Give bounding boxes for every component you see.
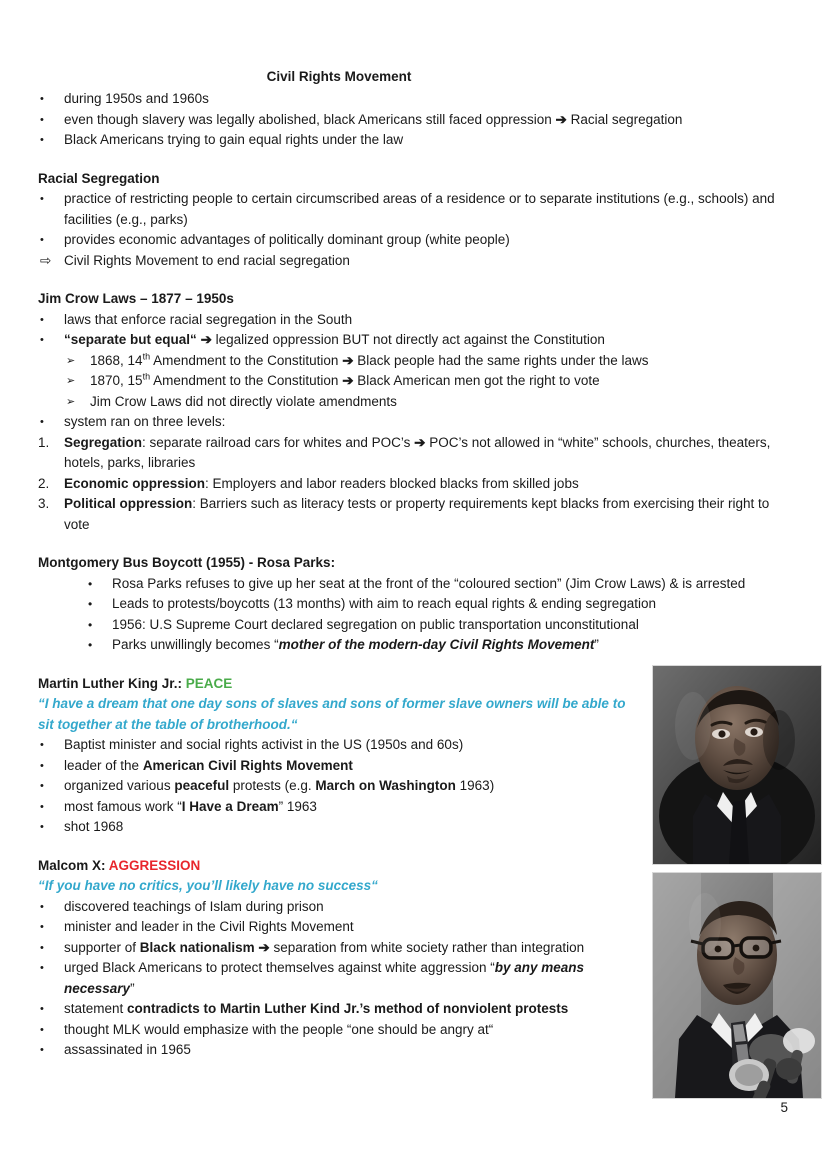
list-item-text-bold: peaceful bbox=[174, 778, 230, 793]
bullet-icon: • bbox=[40, 113, 44, 126]
list-item-text: shot 1968 bbox=[64, 819, 124, 834]
list-item bbox=[38, 433, 790, 474]
list-item-text: Civil Rights Movement to end racial segregation bbox=[64, 252, 350, 268]
list-item bbox=[38, 735, 638, 756]
list-item bbox=[38, 330, 790, 351]
malcolm-heading-name: Malcom X: bbox=[38, 857, 109, 873]
bullet-icon: • bbox=[40, 193, 44, 205]
list-item bbox=[38, 615, 790, 636]
bullet-icon: • bbox=[40, 1003, 44, 1015]
list-number: 1. bbox=[38, 434, 50, 450]
list-item-text-bold: Black nationalism bbox=[139, 939, 255, 955]
list-item-text: even though slavery was legally abolished, black Americans still faced oppression bbox=[64, 111, 552, 127]
list-number: 2. bbox=[38, 475, 50, 491]
list-item-text: Amendment to the Constitution bbox=[150, 352, 339, 368]
list-item-text-bold: American Civil Rights Movement bbox=[142, 757, 353, 773]
list-item bbox=[38, 917, 648, 938]
list-item-text: 1956: U.S Supreme Court declared segregation on public transportation unconstitutional bbox=[112, 616, 639, 632]
list-item bbox=[38, 230, 790, 251]
list-item-text-suffix: ” bbox=[594, 637, 599, 652]
list-item-text-suffix: ” 1963 bbox=[278, 798, 317, 814]
list-item-year: 1868, 14 bbox=[90, 352, 143, 368]
list-item bbox=[38, 756, 638, 777]
right-arrow-icon: ➔ bbox=[200, 332, 212, 347]
list-item-text: most famous work “ bbox=[64, 798, 182, 814]
bullet-icon: • bbox=[40, 93, 44, 105]
bullet-icon: • bbox=[40, 780, 44, 792]
right-arrow-icon: ➔ bbox=[414, 434, 426, 450]
bullet-icon: • bbox=[88, 638, 93, 652]
list-item bbox=[38, 130, 790, 151]
mlk-list bbox=[38, 735, 638, 838]
list-item-text-suffix: 1963) bbox=[455, 778, 495, 793]
bullet-icon: • bbox=[40, 941, 44, 954]
mlk-heading-name: Martin Luther King Jr.: bbox=[38, 675, 186, 691]
list-item-text: thought MLK would emphasize with the people “one should be angry at“ bbox=[64, 1021, 494, 1037]
intro-bullet-list bbox=[38, 89, 790, 151]
jim-crow-sub-list bbox=[38, 351, 790, 413]
list-item-text: urged Black Americans to protect themselves against white aggression “ bbox=[64, 960, 495, 975]
list-item-text-bold: contradicts to Martin Luther Kind Jr.’s method of nonviolent protests bbox=[127, 1001, 569, 1016]
arrowhead-icon: ➢ bbox=[66, 354, 76, 367]
bullet-icon: • bbox=[40, 962, 44, 974]
list-item-text: Baptist minister and social rights activist in the US (1950s and 60s) bbox=[64, 737, 464, 752]
list-item-text: laws that enforce racial segregation in the South bbox=[64, 311, 353, 327]
bullet-icon: • bbox=[40, 134, 44, 146]
malcolm-quote: “If you have no critics, you’ll likely have no success“ bbox=[38, 878, 378, 893]
section-spacer bbox=[38, 271, 790, 289]
list-item bbox=[38, 958, 648, 999]
list-item-text-bold-2: March on Washington bbox=[315, 778, 456, 793]
section-spacer bbox=[38, 151, 790, 169]
section-heading-montgomery: Montgomery Bus Boycott (1955) - Rosa Parks: bbox=[38, 555, 336, 570]
list-item-label: Segregation bbox=[64, 434, 143, 450]
bullet-icon: • bbox=[40, 800, 44, 813]
list-item-text-after-arrow: POC’s not allowed in “white” schools, churches, theaters, hotels, parks, libraries bbox=[64, 434, 771, 470]
malcolm-heading-keyword: AGGRESSION bbox=[108, 857, 201, 873]
bullet-icon: • bbox=[40, 759, 44, 772]
list-item bbox=[38, 412, 790, 433]
list-item bbox=[38, 310, 790, 331]
list-item-year: 1870, 15 bbox=[90, 373, 143, 388]
malcolm-x-portrait-image bbox=[652, 872, 822, 1099]
bullet-icon: • bbox=[88, 597, 93, 611]
bullet-icon: • bbox=[88, 576, 93, 591]
list-item-text: minister and leader in the Civil Rights Movement bbox=[64, 919, 354, 934]
right-arrow-icon: ➔ bbox=[258, 939, 270, 955]
list-item-text-after-arrow: Racial segregation bbox=[570, 111, 683, 127]
right-arrow-icon: ➔ bbox=[342, 373, 354, 388]
list-item bbox=[38, 392, 790, 413]
list-item-text-after-arrow: Black American men got the right to vote bbox=[357, 373, 600, 388]
racial-segregation-list bbox=[38, 189, 790, 271]
bullet-icon: • bbox=[40, 1023, 44, 1036]
list-item-text-emphasis: mother of the modern-day Civil Rights Movement bbox=[278, 637, 595, 652]
mlk-quote: “I have a dream that one day sons of slaves and sons of former slave owners will be able to sit together at the table of brotherhood.“ bbox=[38, 696, 626, 732]
list-item-text: assassinated in 1965 bbox=[64, 1042, 191, 1057]
list-item-text: discovered teachings of Islam during prison bbox=[64, 898, 324, 914]
bullet-icon: • bbox=[40, 334, 44, 346]
list-item bbox=[38, 817, 638, 838]
list-item-text-bold: I Have a Dream bbox=[181, 798, 279, 814]
list-item-label: Political oppression bbox=[64, 496, 193, 511]
bullet-icon: • bbox=[40, 739, 44, 751]
list-item-text-emphasis: by any means necessary bbox=[64, 960, 585, 996]
list-item-text: provides economic advantages of politically dominant group (white people) bbox=[64, 232, 510, 247]
list-item-text: Parks unwillingly becomes “ bbox=[112, 637, 279, 652]
list-item-text: : Barriers such as literacy tests or property requirements kept blacks from exercising their right to vote bbox=[64, 496, 770, 532]
list-item-text: Rosa Parks refuses to give up her seat at the front of the “coloured section” (Jim Crow Laws) & is arrested bbox=[112, 575, 746, 591]
page-number: 5 bbox=[780, 1100, 788, 1115]
list-item-text: organized various bbox=[64, 778, 175, 793]
list-item-text: supporter of bbox=[64, 939, 140, 955]
jim-crow-levels-list bbox=[38, 433, 790, 536]
list-item bbox=[38, 474, 790, 495]
bullet-icon: • bbox=[40, 234, 44, 246]
right-arrow-icon: ➔ bbox=[555, 111, 567, 127]
list-item bbox=[38, 999, 648, 1020]
list-item-text: : separate railroad cars for whites and POC’s bbox=[142, 434, 411, 450]
bullet-icon: • bbox=[40, 900, 44, 913]
list-item bbox=[38, 797, 638, 818]
malcolm-list bbox=[38, 897, 648, 1061]
list-item-text: during 1950s and 1960s bbox=[64, 91, 209, 106]
list-item bbox=[38, 494, 790, 535]
arrowhead-icon: ➢ bbox=[66, 375, 76, 387]
list-item bbox=[38, 897, 648, 918]
list-item-text-bold: “separate but equal“ bbox=[64, 332, 197, 347]
bullet-icon: • bbox=[40, 921, 44, 933]
bullet-icon: • bbox=[40, 416, 44, 428]
list-item-text-after-arrow: separation from white society rather than integration bbox=[273, 939, 585, 955]
list-item-text: legalized oppression BUT not directly act against the Constitution bbox=[215, 332, 605, 347]
list-item bbox=[38, 89, 790, 110]
list-item-text: system ran on three levels: bbox=[64, 414, 226, 429]
montgomery-list bbox=[38, 574, 790, 656]
section-spacer bbox=[38, 535, 790, 553]
bullet-icon: • bbox=[40, 821, 44, 833]
list-item-text: Black Americans trying to gain equal rights under the law bbox=[64, 132, 404, 147]
jim-crow-list bbox=[38, 310, 790, 351]
list-item-text: leader of the bbox=[64, 757, 143, 773]
list-item-text-suffix: ” bbox=[130, 980, 135, 996]
list-item-text: Leads to protests/boycotts (13 months) with aim to reach equal rights & ending segregation bbox=[112, 596, 657, 611]
list-item-text-after-arrow: Black people had the same rights under the laws bbox=[357, 352, 649, 368]
superscript-ordinal: th bbox=[142, 351, 151, 361]
section-heading-racial-segregation: Racial Segregation bbox=[38, 170, 160, 186]
list-item-text: Amendment to the Constitution bbox=[150, 373, 339, 388]
list-item bbox=[38, 189, 790, 230]
list-item bbox=[38, 938, 648, 959]
superscript-ordinal: th bbox=[142, 371, 151, 382]
bullet-icon: • bbox=[40, 1044, 44, 1056]
list-item-text-mid: protests (e.g. bbox=[229, 778, 316, 793]
list-item bbox=[38, 635, 790, 656]
mlk-portrait-image bbox=[652, 665, 822, 865]
mlk-portrait-graphic bbox=[653, 666, 821, 864]
bullet-icon: • bbox=[40, 313, 44, 326]
list-item bbox=[38, 1020, 648, 1041]
malcolm-x-portrait-graphic bbox=[653, 873, 821, 1098]
mlk-heading-keyword: PEACE bbox=[185, 675, 233, 691]
list-number: 3. bbox=[38, 496, 50, 511]
right-arrow-icon: ➔ bbox=[342, 352, 354, 368]
list-item bbox=[38, 110, 790, 131]
list-item bbox=[38, 1040, 648, 1061]
list-item-conclusion bbox=[38, 251, 790, 272]
list-item bbox=[38, 371, 790, 392]
arrowhead-icon: ➢ bbox=[66, 395, 76, 408]
page-title: Civil Rights Movement bbox=[266, 69, 412, 84]
bullet-icon: • bbox=[88, 617, 93, 632]
list-item bbox=[38, 351, 790, 372]
section-heading-jim-crow: Jim Crow Laws – 1877 – 1950s bbox=[38, 291, 234, 306]
list-item bbox=[38, 594, 790, 615]
hollow-arrow-icon: ⇨ bbox=[40, 252, 52, 268]
list-item-text: Jim Crow Laws did not directly violate amendments bbox=[90, 393, 397, 409]
list-item-label: Economic oppression bbox=[64, 475, 206, 491]
list-item-text: practice of restricting people to certain circumscribed areas of a residence or to separate institutions (e.g., schools) and facilities (e.g., parks) bbox=[64, 191, 775, 227]
list-item bbox=[38, 574, 790, 595]
list-item-text: statement bbox=[64, 1001, 128, 1016]
list-item-text: : Employers and labor readers blocked blacks from skilled jobs bbox=[205, 475, 579, 491]
jim-crow-levels-intro bbox=[38, 412, 790, 433]
list-item bbox=[38, 776, 638, 797]
